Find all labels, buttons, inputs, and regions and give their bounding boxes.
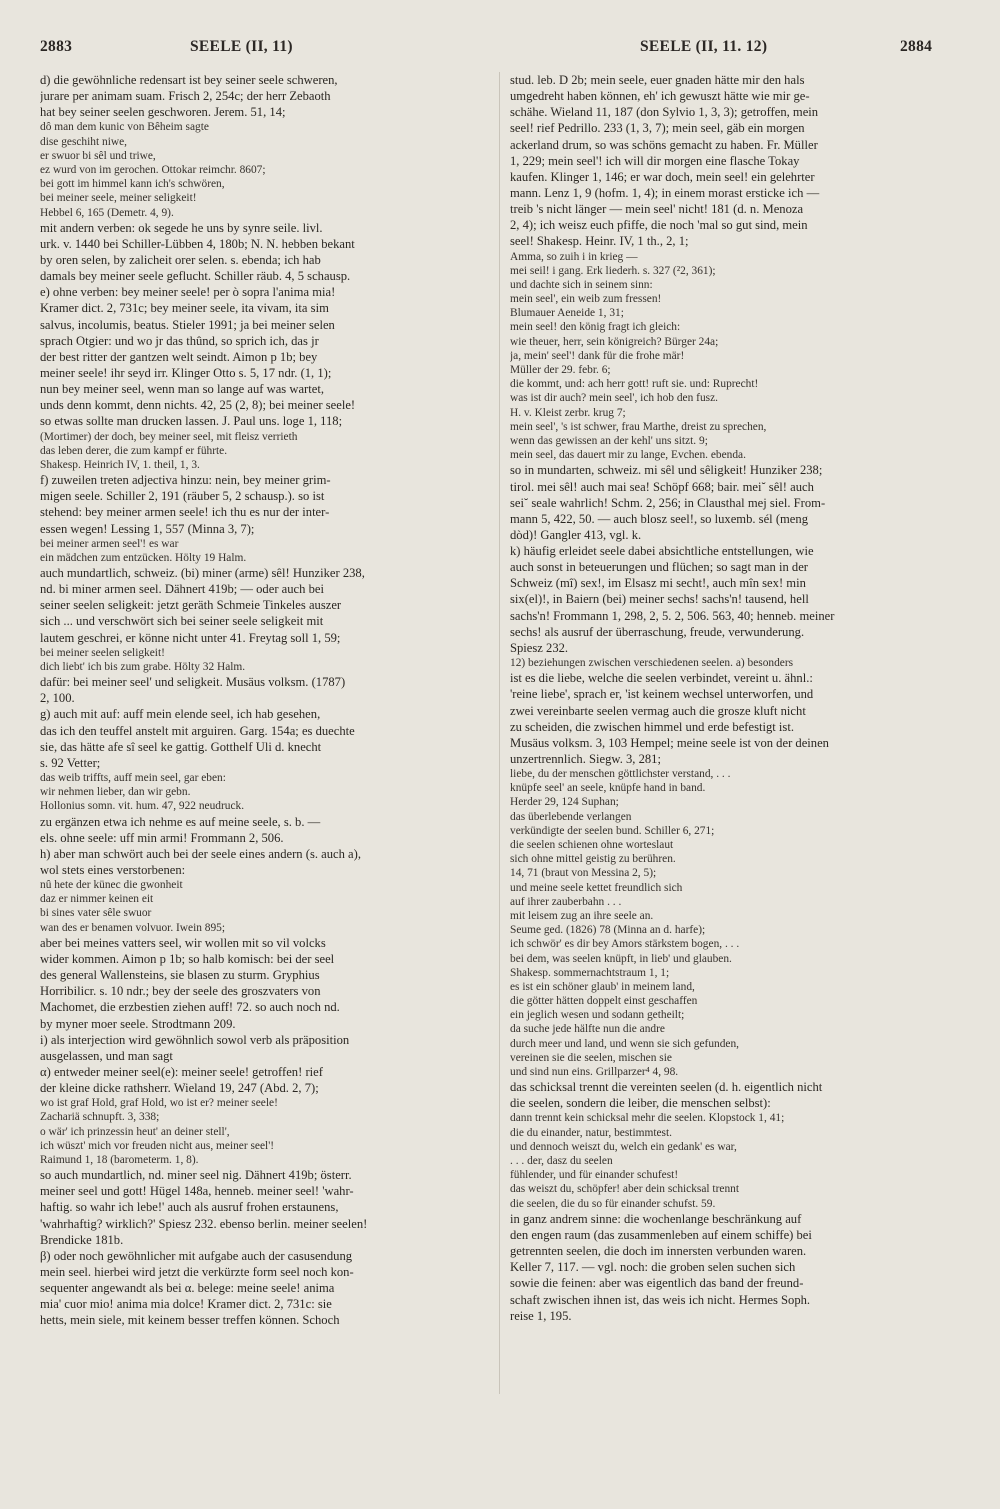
- text-line: ist es die liebe, welche die seelen verbindet, vereint u. ähnl.:: [510, 671, 813, 686]
- text-line: migen seele. Schiller 2, 191 (räuber 5, 2 schausp.). so ist: [40, 489, 325, 504]
- text-line: sechs! als ausruf der überraschung, freude, verwunderung.: [510, 624, 805, 639]
- text-line: 'reine liebe', sprach er, 'ist keinem wechsel unterworfen, und: [510, 687, 814, 702]
- text-line: nun bey meiner seel, wenn man so lange auf was wartet,: [40, 382, 324, 397]
- text-line: dich liebt' ich bis zum grabe. Hölty 32 Halm.: [40, 660, 246, 673]
- text-line: damals bey meiner seele geflucht. Schiller räub. 4, 5 schausp.: [40, 269, 351, 284]
- text-line: α) entweder meiner seel(e): meiner seele! getroffen! rief: [40, 1064, 323, 1079]
- text-line: den engen raum (das zusammenleben auf einem schiffe) bei: [510, 1227, 812, 1242]
- text-line: s. 92 Vetter;: [40, 755, 101, 770]
- text-line: 2, 100.: [40, 691, 75, 706]
- text-line: der best ritter der gantzen welt seindt. Aimon p 1b; bey: [40, 349, 318, 364]
- text-line: Amma, so zuih i in krieg —: [510, 250, 638, 263]
- text-line: es ist ein schöner glaub' in meinem land,: [510, 980, 695, 993]
- text-line: β) oder noch gewöhnlicher mit aufgabe auch der casusendung: [40, 1248, 353, 1263]
- text-line: der kleine dicke rathsherr. Wieland 19, 247 (Abd. 2, 7);: [40, 1081, 319, 1096]
- text-line: wo ist graf Hold, graf Hold, wo ist er? meiner seele!: [40, 1097, 278, 1110]
- text-line: treib 's nicht länger — mein seel' nicht! 181 (d. n. Menoza: [510, 202, 804, 217]
- text-line: dafür: bei meiner seel' und seligkeit. Musäus volksm. (1787): [40, 675, 346, 690]
- text-line: sie, das hätte afe sî seel ke gattig. Gotthelf Uli d. knecht: [40, 739, 322, 754]
- text-line: nû hete der künec die gwonheit: [40, 879, 183, 892]
- text-line: stud. leb. D 2b; mein seele, euer gnaden hätte mir den hals: [510, 73, 805, 87]
- text-line: das ich den teuffel anstelt mit arguiren. Garg. 154a; es duechte: [40, 723, 355, 738]
- text-line: ein jeglich wesen und sodann getheilt;: [510, 1009, 685, 1022]
- text-line: das überlebende verlangen: [510, 810, 632, 823]
- text-line: die götter hätten doppelt einst geschaffen: [510, 995, 698, 1008]
- text-line: die seelen schienen ohne worteslaut: [510, 839, 674, 852]
- text-line: Spiesz 232.: [510, 640, 569, 655]
- text-line: liebe, du der menschen göttlichster verstand, . . .: [510, 768, 731, 781]
- text-line: 12) beziehungen zwischen verschiedenen seelen. a) besonders: [510, 657, 794, 670]
- text-line: . . . der, dasz du seelen: [510, 1155, 613, 1168]
- text-line: mit andern verben: ok segede he uns by synre seile. livl.: [40, 220, 323, 235]
- text-line: ich schwör' es dir bey Amors stärkstem bogen, . . .: [510, 938, 740, 951]
- text-line: schähe. Wieland 11, 187 (don Sylvio 1, 3, 3); getroffen, mein: [510, 105, 819, 120]
- text-line: und sind nun eins. Grillparzer⁴ 4, 98.: [510, 1066, 679, 1079]
- text-line: und dennoch weiszt du, welch ein gedank' es war,: [510, 1140, 737, 1153]
- text-line: und meine seele kettet freundlich sich: [510, 881, 683, 894]
- text-line: ich wüszt' mich vor freuden nicht aus, meiner seel'!: [40, 1139, 275, 1152]
- text-line: by myner moer seele. Strodtmann 209.: [40, 1016, 236, 1031]
- text-line: Seume ged. (1826) 78 (Minna an d. harfe);: [510, 924, 706, 937]
- text-line: e) ohne verben: bey meiner seele! per ò sopra l'anima mia!: [40, 285, 336, 300]
- text-line: bei meiner seele, meiner seligkeit!: [40, 192, 197, 205]
- text-line: schaft zwischen ihnen ist, das weis ich nicht. Hermes Soph.: [510, 1292, 811, 1307]
- text-line: getrennten seelen, die doch im innersten verbunden waren.: [510, 1244, 807, 1259]
- text-line: urk. v. 1440 bei Schiller-Lübben 4, 180b; N. N. hebben bekant: [40, 236, 355, 251]
- text-line: bei meiner seelen seligkeit!: [40, 646, 165, 659]
- text-line: die seelen, die du so für einander schufst. 59.: [510, 1197, 716, 1210]
- text-line: die kommt, und: ach herr gott! ruft sie. und: Ruprecht!: [510, 378, 759, 391]
- text-line: mein seel! den könig fragt ich gleich:: [510, 321, 681, 334]
- text-line: sowie die feinen: aber was eigentlich das band der freund-: [510, 1276, 804, 1291]
- text-line: mein seel. hierbei wird jetzt die verkürzte form seel noch kon-: [40, 1265, 354, 1280]
- text-line: meiner seele! ihr seyd irr. Klinger Otto s. 5, 17 ndr. (1, 1);: [40, 366, 332, 380]
- text-line: die seelen, sondern die leiber, die menschen selbst):: [510, 1096, 771, 1111]
- text-line: Müller der 29. febr. 6;: [510, 364, 611, 377]
- text-line: dòd)! Gangler 413, vgl. k.: [510, 527, 642, 542]
- text-line: mein seel', ein weib zum fressen!: [510, 293, 662, 306]
- text-line: in ganz andrem sinne: die wochenlange beschränkung auf: [510, 1211, 802, 1226]
- text-line: h) aber man schwört auch bei der seele eines andern (s. auch a),: [40, 846, 361, 861]
- text-line: d) die gewöhnliche redensart ist bey seiner seele schweren,: [40, 73, 338, 87]
- text-line: mei seil! i gang. Erk liederh. s. 327 (²2, 361);: [510, 264, 716, 277]
- text-line: stehend: bey meiner armen seele! ich thu es nur der inter-: [40, 505, 330, 520]
- text-line: mit leisem zug an ihre seele an.: [510, 909, 654, 922]
- text-line: wol stets eines verstorbenen:: [40, 862, 186, 877]
- text-line: auch sonst in beteuerungen und flüchen; so sagt man in der: [510, 560, 808, 575]
- text-line: Hollonius somn. vit. hum. 47, 922 neudruck.: [40, 800, 245, 813]
- text-line: knüpfe seel' an seele, knüpfe hand in band.: [510, 782, 706, 795]
- text-line: Shakesp. Heinrich IV, 1. theil, 1, 3.: [40, 458, 200, 471]
- text-line: (Mortimer) der doch, bey meiner seel, mit fleisz verrieth: [40, 430, 298, 443]
- text-line: sprach Otgier: und wo jr das thûnd, so sprich ich, das jr: [40, 333, 319, 348]
- text-line: f) zuweilen treten adjectiva hinzu: nein, bey meiner grim-: [40, 473, 331, 488]
- text-line: seel! Shakesp. Heinr. IV, 1 th., 2, 1;: [510, 234, 689, 249]
- text-line: by oren selen, by zalicheit orer selen. s. ebenda; ich hab: [40, 253, 321, 268]
- column-divider: [499, 72, 500, 1394]
- text-line: 1, 229; mein seel'! ich will dir morgen eine flasche Tokay: [510, 153, 800, 168]
- text-line: Blumauer Aeneide 1, 31;: [510, 307, 624, 320]
- text-line: sich ... und verschwört sich bei seiner seele seligkeit mit: [40, 614, 324, 629]
- text-line: o wär' ich prinzessin heut' an deiner stell',: [40, 1125, 230, 1138]
- text-line: haftig. so wahr ich lebe!' auch als ausruf frohen erstaunens,: [40, 1200, 339, 1215]
- text-line: ja, mein' seel'! dank für die frohe mär!: [510, 349, 685, 362]
- text-line: durch meer und land, und wenn sie sich gefunden,: [510, 1037, 740, 1050]
- text-line: ausgelassen, und man sagt: [40, 1048, 173, 1063]
- text-line: er swuor bi sêl und triwe,: [40, 149, 156, 162]
- text-line: els. ohne seele: uff min armi! Frommann 2, 506.: [40, 830, 284, 845]
- text-line: mein seel, das dauert mir zu lange, Evchen. ebenda.: [510, 449, 746, 462]
- text-line: 14, 71 (braut von Messina 2, 5);: [510, 867, 657, 880]
- text-line: wie theuer, herr, sein königreich? Bürger 24a;: [510, 335, 719, 348]
- text-line: da suche jede hälfte nun die andre: [510, 1023, 665, 1036]
- right-page-number: 2884: [900, 38, 933, 55]
- text-line: Kramer dict. 2, 731c; bey meiner seele, ita vivam, ita sim: [40, 301, 329, 316]
- text-line: bei gott im himmel kann ich's schwören,: [40, 178, 225, 191]
- text-line: meiner seel und gott! Hügel 148a, henneb. meiner seel! 'wahr-: [40, 1184, 354, 1199]
- text-line: H. v. Kleist zerbr. krug 7;: [510, 406, 626, 419]
- text-line: Horribilicr. s. 10 ndr.; bey der seele des groszvaters von: [40, 984, 321, 999]
- text-line: wenn das gewissen an der kehl' uns sitzt. 9;: [510, 434, 708, 447]
- text-line: des general Wallensteins, sie blasen zu sturm. Gryphius: [40, 968, 320, 983]
- text-line: auf ihrer zauberbahn . . .: [510, 895, 622, 908]
- text-line: das leben derer, die zum kampf er führte.: [40, 444, 228, 457]
- text-line: so auch mundartlich, nd. miner seel nig. Dähnert 419b; österr.: [40, 1168, 352, 1183]
- text-line: wan des er benamen volvuor. Iwein 895;: [40, 921, 226, 934]
- text-line: Hebbel 6, 165 (Demetr. 4, 9).: [40, 206, 174, 219]
- text-line: kaufen. Klinger 1, 146; er war doch, mein seel! ein gelehrter: [510, 169, 815, 184]
- text-line: auch mundartlich, schweiz. (bi) miner (arme) sêl! Hunziker 238,: [40, 566, 365, 581]
- text-line: das weiszt du, schöpfer! aber dein schicksal trennt: [510, 1183, 739, 1196]
- text-line: reise 1, 195.: [510, 1308, 572, 1323]
- text-line: six(el)!, in Baiern (bei) meiner sechs! sachs'n! tausend, hell: [510, 592, 809, 607]
- text-line: vereinen sie die seelen, mischen sie: [510, 1051, 672, 1064]
- text-line: das schicksal trennt die vereinten seelen (d. h. eigentlich nicht: [510, 1080, 823, 1095]
- text-line: aber bei meines vatters seel, wir wollen mit so vil volcks: [40, 935, 326, 950]
- right-running-title: SEELE (II, 11. 12): [640, 38, 768, 55]
- text-line: Brendicke 181b.: [40, 1232, 124, 1247]
- text-line: umgedreht haben können, eh' ich gewuszt hätte wie mir ge-: [510, 89, 810, 104]
- text-line: jurare per animam suam. Frisch 2, 254c; der herr Zebaoth: [40, 89, 331, 104]
- text-line: Schweiz (mî) sex!, im Elsasz mi secht!, auch mîn sex! min: [510, 576, 806, 591]
- left-running-title: SEELE (II, 11): [190, 38, 293, 55]
- text-line: und dachte sich in seinem sinn:: [510, 278, 653, 291]
- text-line: tirol. mei sêl! auch mai sea! Schöpf 668; bair. mei˘ sêl! auch: [510, 479, 814, 494]
- text-line: verkündigte der seelen bund. Schiller 6, 271;: [510, 824, 715, 837]
- text-line: hetts, mein siele, mit keinem besser treffen können. Schoch: [40, 1313, 340, 1328]
- text-line: mann 5, 422, 50. — auch blosz seel!, so luxemb. sél (meng: [510, 511, 808, 526]
- text-line: so in mundarten, schweiz. mi sêl und sêligkeit! Hunziker 238;: [510, 463, 823, 478]
- text-line: Herder 29, 124 Suphan;: [510, 796, 619, 809]
- text-line: Musäus volksm. 3, 103 Hempel; meine seele ist von der deinen: [510, 735, 829, 750]
- text-line: bi sines vater sêle swuor: [40, 907, 152, 920]
- text-line: lautem geschrei, er könne nicht unter 41. Freytag soll 1, 59;: [40, 630, 341, 645]
- text-line: sequenter angewandt als bei α. belege: meine seele! anima: [40, 1281, 335, 1296]
- left-text-column: [40, 72, 482, 1442]
- text-line: die du einander, natur, bestimmtest.: [510, 1126, 672, 1139]
- text-line: sachs'n! Frommann 1, 298, 2, 5. 2, 506. 563, 40; henneb. meiner: [510, 608, 835, 623]
- text-line: das weib triffts, auff mein seel, gar eben:: [40, 771, 226, 784]
- text-line: Raimund 1, 18 (barometerm. 1, 8).: [40, 1154, 199, 1167]
- text-line: Machomet, die erzbestien ziehen auff! 72. so auch noch nd.: [40, 1000, 340, 1015]
- text-line: essen wegen! Lessing 1, 557 (Minna 3, 7);: [40, 521, 255, 536]
- text-line: Zachariä schnupft. 3, 338;: [40, 1111, 160, 1124]
- text-line: fühlender, und für einander schufest!: [510, 1169, 679, 1182]
- text-line: was ist dir auch? mein seel', ich hob den fusz.: [510, 392, 718, 405]
- text-line: Shakesp. sommernachtstraum 1, 1;: [510, 966, 670, 979]
- text-line: bei dem, was seelen knüpft, in lieb' und glauben.: [510, 952, 732, 965]
- text-line: mia' cuor mio! anima mia dolce! Kramer dict. 2, 731c: sie: [40, 1297, 332, 1312]
- text-line: 2, 4); ich weisz euch pfiffe, die noch 'mal so gut sind, mein: [510, 218, 808, 233]
- text-line: dann trennt kein schicksal mehr die seelen. Klopstock 1, 41;: [510, 1112, 785, 1125]
- text-line: dise geschiht niwe,: [40, 135, 127, 148]
- text-line: zu scheiden, die zwischen himmel und erde befestigt ist.: [510, 719, 794, 734]
- text-line: mann. Lenz 1, 9 (hofm. 1, 4); in einem morast ersticke ich —: [510, 185, 820, 200]
- text-line: hat bey seiner seelen geschworen. Jerem. 51, 14;: [40, 105, 286, 120]
- text-line: sei˘ seale wahrlich! Schm. 2, 256; in Clausthal mej siel. From-: [510, 495, 826, 510]
- right-text-column: [510, 72, 962, 1442]
- text-line: zwei vereinbarte seelen vermag auch die grosze kluft nicht: [510, 703, 806, 718]
- text-line: ackerland drum, so was schöns gemacht zu haben. Fr. Müller: [510, 137, 818, 152]
- text-line: ein mädchen zum entzücken. Hölty 19 Halm.: [40, 551, 247, 564]
- left-page-number: 2883: [40, 38, 73, 55]
- text-line: i) als interjection wird gewöhnlich sowol verb als präposition: [40, 1032, 350, 1047]
- text-line: daz er nimmer keinen eit: [40, 893, 154, 906]
- text-line: ez wurd von im gerochen. Ottokar reimchr. 8607;: [40, 163, 266, 176]
- text-line: seiner seelen seligkeit: jetzt geräth Schmeie Tinkeles auszer: [40, 598, 342, 613]
- text-line: sich ohne mittel geistig zu berühren.: [510, 853, 676, 866]
- text-line: zu ergänzen etwa ich nehme es auf meine seele, s. b. —: [40, 814, 321, 829]
- text-line: wir nehmen lieber, dan wir gebn.: [40, 786, 191, 799]
- text-line: bei meiner armen seel'! es war: [40, 537, 179, 550]
- text-line: so etwas sollte man drucken lassen. J. Paul uns. loge 1, 118;: [40, 414, 343, 429]
- text-line: Keller 7, 117. — vgl. noch: die groben selen suchen sich: [510, 1260, 796, 1275]
- text-line: wider kommen. Aimon p 1b; so halb komisch: bei der seel: [40, 952, 335, 966]
- text-line: mein seel', 's ist schwer, frau Marthe, dreist zu sprechen,: [510, 420, 767, 433]
- text-line: salvus, incolumis, beatus. Stieler 1991; ja bei meiner selen: [40, 317, 335, 332]
- text-line: unzertrennlich. Siegw. 3, 281;: [510, 751, 661, 766]
- text-line: g) auch mit auf: auff mein elende seel, ich hab gesehen,: [40, 707, 321, 722]
- text-line: dô man dem kunic von Bêheim sagte: [40, 121, 209, 134]
- text-line: seel! rief Pedrillo. 233 (1, 3, 7); mein seel, gäb ein morgen: [510, 121, 805, 136]
- text-line: unds denn kommt, denn nichts. 42, 25 (2, 8); bei meiner seele!: [40, 398, 356, 413]
- text-line: k) häufig erleidet seele dabei absichtliche entstellungen, wie: [510, 544, 814, 559]
- text-line: nd. bi miner armen seel. Dähnert 419b; — oder auch bei: [40, 582, 324, 597]
- text-line: 'wahrhaftig? wirklich?' Spiesz 232. ebenso berlin. meiner seelen!: [40, 1216, 368, 1231]
